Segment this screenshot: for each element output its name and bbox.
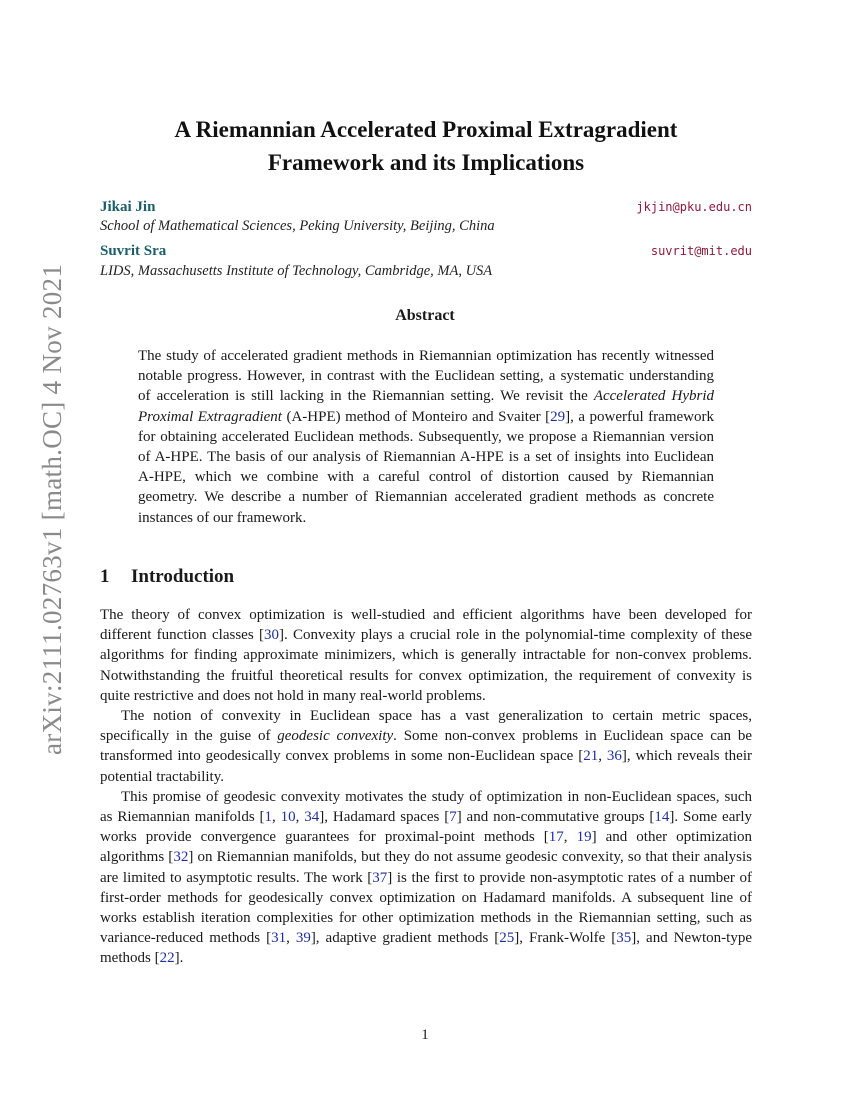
- author-block-1: [100, 199, 752, 219]
- section-number: 1: [100, 566, 110, 587]
- abstract-text: The study of accelerated gradient methods in Riemannian optimization has recently witnessed notable progress. However, in contrast with the Euclidean setting, a systematic understanding of acceleration is still lacking in the Riemannian setting. We revisit the: [138, 348, 714, 405]
- author-name: Suvrit Sra: [100, 243, 167, 259]
- citation-link[interactable]: 17: [548, 829, 564, 846]
- introduction-body: [100, 605, 752, 969]
- citation-link[interactable]: 22: [159, 950, 175, 967]
- title-line-2: Framework and its Implications: [267, 150, 585, 175]
- section-heading: [100, 566, 234, 588]
- arxiv-sidebar: [13, 250, 67, 760]
- page-number: 1: [421, 1027, 429, 1043]
- body-text: ,: [272, 809, 281, 826]
- body-text: ], Frank-Wolfe [: [514, 930, 617, 947]
- citation-link[interactable]: 14: [654, 809, 670, 826]
- citation-link[interactable]: 19: [576, 829, 592, 846]
- author-block-2: [100, 243, 752, 263]
- abstract-body: [138, 346, 714, 528]
- emphasis-text: geodesic convexity: [277, 728, 394, 745]
- citation-link[interactable]: 31: [271, 930, 287, 947]
- body-text: ]. Convexity plays a crucial role in the polynomial-time complexity of these algorithms for finding approximate minimizers, which is generally intractable for non-convex problems. Notwithstanding the fruitful theoretical results for convex optimization, the requirement of convexity is quite restrictive and does not hold in many real-world problems.: [100, 627, 752, 704]
- paragraph: [100, 787, 752, 969]
- body-text: ], Hadamard spaces [: [319, 809, 450, 826]
- body-text: . Some non-convex problems in Euclidean space can be transformed into geodesically convex problems in some non-Euclidean space [: [100, 728, 752, 765]
- author-affiliation: School of Mathematical Sciences, Peking University, Beijing, China: [100, 218, 495, 234]
- citation-link[interactable]: 7: [449, 809, 457, 826]
- body-text: ], which reveals their potential tractability.: [100, 748, 753, 785]
- body-text: ].: [174, 950, 184, 967]
- author-email[interactable]: suvrit@mit.edu: [650, 244, 752, 258]
- citation-link[interactable]: 1: [264, 809, 273, 826]
- body-text: ] is the first to provide non-asymptotic rates of a number of first-order methods for geodesically convex optimization on Hadamard manifolds. A subsequent line of works establish iteration complexities for other optimization methods in the Riemannian setting, such as variance-reduced methods [: [100, 869, 752, 947]
- citation-link[interactable]: 36: [606, 748, 622, 765]
- body-text: ] and non-commutative groups [: [456, 809, 655, 826]
- body-text: The theory of convex optimization is well-studied and efficient algorithms have been developed for different function classes [: [100, 607, 752, 644]
- citation-link[interactable]: 35: [616, 930, 632, 947]
- citation-link[interactable]: 34: [304, 809, 320, 826]
- citation-link[interactable]: 10: [280, 809, 296, 826]
- section-title: Introduction: [131, 566, 235, 587]
- abstract-emphasis: Accelerated Hybrid Proximal Extragradient: [138, 388, 714, 425]
- body-text: ,: [286, 930, 296, 947]
- paragraph: [100, 605, 752, 706]
- body-text: ] and other optimization algorithms [: [100, 829, 752, 866]
- body-text: ], adaptive gradient methods [: [310, 930, 500, 947]
- paper-title: [100, 113, 752, 179]
- citation-link[interactable]: 30: [263, 627, 279, 644]
- citation-link[interactable]: 21: [583, 748, 599, 765]
- abstract-heading: Abstract: [395, 307, 455, 324]
- body-text: ,: [563, 829, 577, 846]
- citation-link[interactable]: 32: [173, 849, 189, 866]
- body-text: ], and Newton-type methods [: [100, 930, 752, 967]
- citation-link[interactable]: 39: [295, 930, 311, 947]
- body-text: The notion of convexity in Euclidean space has a vast generalization to certain metric spaces, specifically in the guise of: [100, 708, 752, 745]
- paragraph: [100, 706, 752, 787]
- author-name: Jikai Jin: [100, 199, 156, 215]
- body-text: ,: [295, 809, 305, 826]
- body-text: ]. Some early works provide convergence guarantees for proximal-point methods [: [100, 809, 753, 846]
- author-affiliation: LIDS, Massachusetts Institute of Technology, Cambridge, MA, USA: [100, 263, 493, 279]
- abstract-text: ], a powerful framework for obtaining accelerated Euclidean methods. Subsequently, we propose a Riemannian version of A-HPE. The basis of our analysis of Riemannian A-HPE is a set of insights into Euclidean A-HPE, which we combine with a careful control of distortion caused by Riemannian geometry. We describe a number of Riemannian accelerated gradient methods as concrete instances of our framework.: [138, 408, 714, 526]
- citation-link[interactable]: 25: [499, 930, 515, 947]
- body-text: ,: [598, 748, 607, 765]
- body-text: This promise of geodesic convexity motivates the study of optimization in non-Euclidean spaces, such as Riemannian manifolds [: [100, 788, 752, 826]
- citation-link[interactable]: 29: [550, 408, 566, 425]
- author-email[interactable]: jkjin@pku.edu.cn: [636, 200, 752, 214]
- abstract-text: (A-HPE) method of Monteiro and Svaiter [: [281, 408, 551, 425]
- body-text: ] on Riemannian manifolds, but they do not assume geodesic convexity, so that their analysis are limited to asymptotic results. The work [: [100, 849, 752, 886]
- title-line-1: A Riemannian Accelerated Proximal Extragradient: [174, 117, 678, 142]
- citation-link[interactable]: 37: [372, 869, 388, 886]
- arxiv-identifier[interactable]: arXiv:2111.02763v1 [math.OC] 4 Nov 2021: [37, 263, 67, 755]
